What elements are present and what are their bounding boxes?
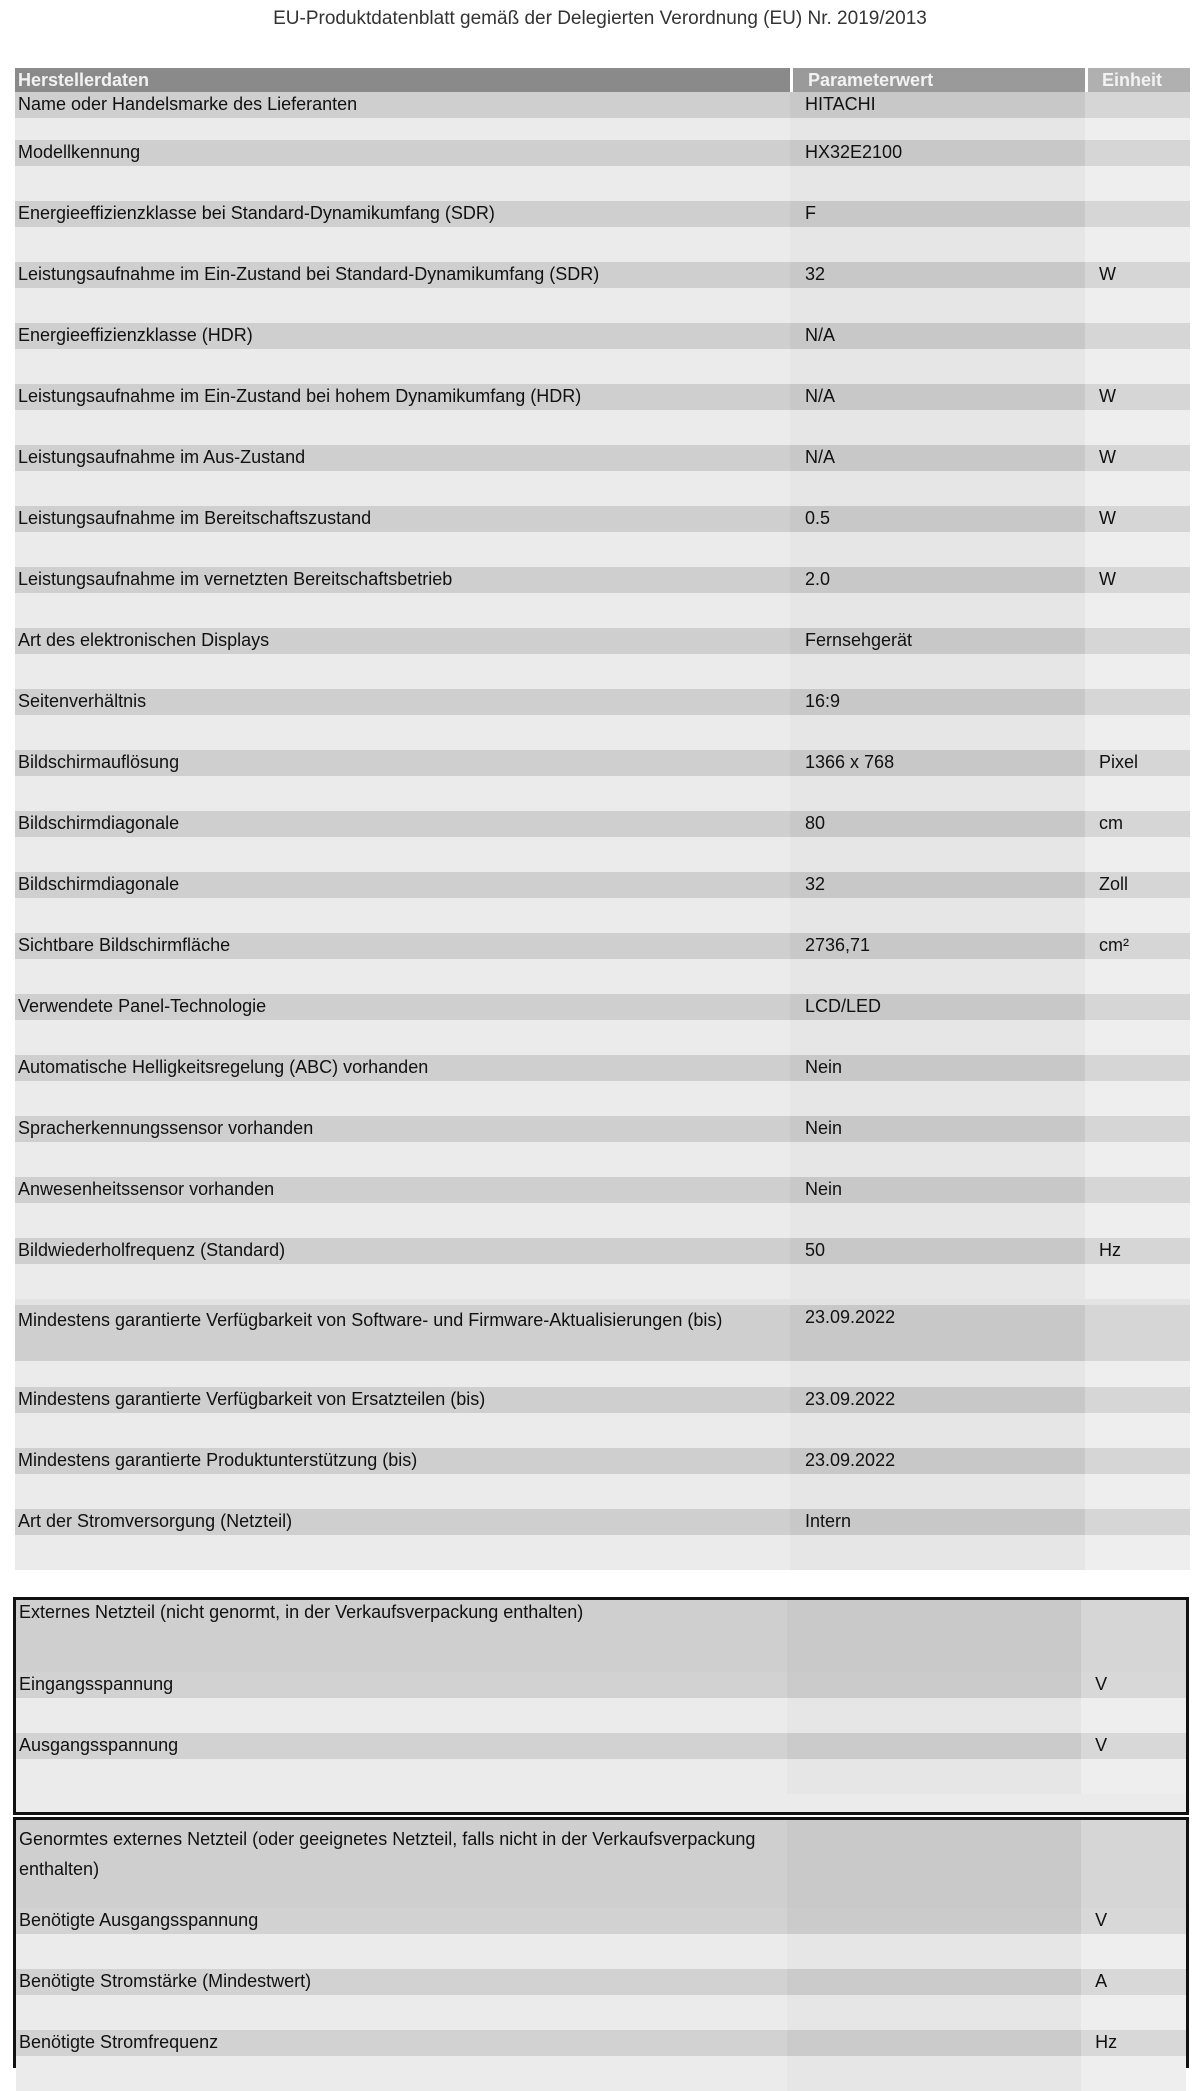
row-label: Benötigte Stromfrequenz [16,2030,787,2091]
row-value [787,1672,1082,1733]
row-unit: V [1081,1733,1186,1794]
row-unit: W [1085,567,1190,628]
row-label: Sichtbare Bildschirmfläche [15,933,790,994]
table-row [15,628,1190,689]
table-row [15,872,1190,933]
table-row [15,262,1190,323]
row-label: Modellkennung [15,140,790,201]
table-row [15,1177,1190,1238]
row-value [787,2030,1082,2091]
header-col-manufacturer: Herstellerdaten [15,68,790,92]
row-label: Leistungsaufnahme im Aus-Zustand [15,445,790,506]
section-heading-value [787,1600,1082,1672]
row-unit: W [1085,384,1190,445]
table-row [15,1055,1190,1116]
page-title: EU-Produktdatenblatt gemäß der Delegierten Verordnung (EU) Nr. 2019/2013 [273,8,927,29]
section-heading-row [16,1820,1186,1908]
table-row [15,1299,1190,1387]
row-label: Leistungsaufnahme im vernetzten Bereitschaftsbetrieb [15,567,790,628]
table-row [15,201,1190,262]
table-row [16,1672,1186,1733]
section-heading-unit [1081,1600,1186,1672]
row-label: Benötigte Ausgangsspannung [16,1908,787,1969]
row-label: Spracherkennungssensor vorhanden [15,1116,790,1177]
row-label: Art des elektronischen Displays [15,628,790,689]
row-label: Eingangsspannung [16,1672,787,1733]
section-rows [16,1672,1186,1794]
table-row [15,1387,1190,1448]
row-label: Bildschirmdiagonale [15,811,790,872]
table-row [15,811,1190,872]
row-value: F [790,201,1085,262]
row-value: 23.09.2022 [790,1299,1085,1387]
row-label: Mindestens garantierte Verfügbarkeit von Ersatzteilen (bis) [15,1387,790,1448]
row-unit: cm² [1085,933,1190,994]
row-value: 1366 x 768 [790,750,1085,811]
row-unit [1085,92,1190,140]
row-value: N/A [790,445,1085,506]
row-unit: Zoll [1085,872,1190,933]
row-value: 23.09.2022 [790,1387,1085,1448]
table-row [16,1908,1186,1969]
row-value: 0.5 [790,506,1085,567]
table-row [15,506,1190,567]
table-row [15,567,1190,628]
row-label: Automatische Helligkeitsregelung (ABC) vorhanden [15,1055,790,1116]
section-rows [16,1908,1186,2091]
standard-power-supply-section [13,1817,1189,2068]
row-label: Verwendete Panel-Technologie [15,994,790,1055]
row-value: N/A [790,323,1085,384]
row-value: 32 [790,872,1085,933]
table-row [15,994,1190,1055]
table-row [15,384,1190,445]
row-value: Intern [790,1509,1085,1570]
row-label: Bildschirmauflösung [15,750,790,811]
table-body-continued [15,1387,1190,1570]
table-row [15,92,1190,140]
row-unit: W [1085,506,1190,567]
row-value: Fernsehgerät [790,628,1085,689]
row-unit [1085,201,1190,262]
table-row [15,323,1190,384]
row-value: LCD/LED [790,994,1085,1055]
header-col-unit: Einheit [1085,68,1190,92]
row-label: Art der Stromversorgung (Netzteil) [15,1509,790,1570]
row-label: Energieeffizienzklasse bei Standard-Dynamikumfang (SDR) [15,201,790,262]
row-label: Leistungsaufnahme im Bereitschaftszustand [15,506,790,567]
row-unit [1085,689,1190,750]
row-unit [1085,1055,1190,1116]
section-heading-unit [1081,1820,1186,1908]
row-label: Leistungsaufnahme im Ein-Zustand bei hohem Dynamikumfang (HDR) [15,384,790,445]
table-row [16,1733,1186,1794]
row-label: Ausgangsspannung [16,1733,787,1794]
row-unit: Hz [1081,2030,1186,2091]
row-label: Name oder Handelsmarke des Lieferanten [15,92,790,140]
row-value: 80 [790,811,1085,872]
row-value: HITACHI [790,92,1085,140]
header-col-value: Parameterwert [790,68,1085,92]
table-row [15,1509,1190,1570]
row-label: Bildschirmdiagonale [15,872,790,933]
table-row [16,2030,1186,2091]
row-value: Nein [790,1116,1085,1177]
row-unit: W [1085,262,1190,323]
section-heading-row [16,1600,1186,1672]
row-value: 2.0 [790,567,1085,628]
table-row [15,445,1190,506]
section-heading: Genormtes externes Netzteil (oder geeignetes Netzteil, falls nicht in der Verkaufsverpackung enthalten) [16,1820,787,1908]
row-unit: V [1081,1672,1186,1733]
row-unit [1085,1116,1190,1177]
external-power-supply-section [13,1597,1189,1815]
table-row [15,1238,1190,1299]
row-value [787,1969,1082,2030]
table-body [15,92,1190,1299]
row-unit [1085,1299,1190,1387]
product-data-table [15,68,1190,1570]
row-unit [1085,1509,1190,1570]
row-unit [1085,1177,1190,1238]
row-value [787,1733,1082,1794]
row-unit: V [1081,1908,1186,1969]
section-heading-value [787,1820,1082,1908]
row-label: Benötigte Stromstärke (Mindestwert) [16,1969,787,2030]
row-label: Leistungsaufnahme im Ein-Zustand bei Standard-Dynamikumfang (SDR) [15,262,790,323]
row-unit [1085,994,1190,1055]
row-label: Mindestens garantierte Produktunterstützung (bis) [15,1448,790,1509]
table-row [15,140,1190,201]
row-value: 32 [790,262,1085,323]
row-value: 50 [790,1238,1085,1299]
table-row [15,750,1190,811]
table-row [16,1969,1186,2030]
row-label: Seitenverhältnis [15,689,790,750]
row-unit: A [1081,1969,1186,2030]
table-header [15,68,1190,92]
row-unit: Pixel [1085,750,1190,811]
row-label: Energieeffizienzklasse (HDR) [15,323,790,384]
row-value: Nein [790,1055,1085,1116]
row-value: N/A [790,384,1085,445]
table-row [15,689,1190,750]
row-label: Anwesenheitssensor vorhanden [15,1177,790,1238]
row-value [787,1908,1082,1969]
table-row [15,1116,1190,1177]
row-unit [1085,1387,1190,1448]
row-value: 2736,71 [790,933,1085,994]
row-unit: W [1085,445,1190,506]
row-unit: cm [1085,811,1190,872]
row-unit [1085,1448,1190,1509]
row-unit: Hz [1085,1238,1190,1299]
row-label: Mindestens garantierte Verfügbarkeit von Software- und Firmware-Aktualisierungen (bis) [15,1299,790,1387]
table-row [15,933,1190,994]
row-value: 16:9 [790,689,1085,750]
row-value: HX32E2100 [790,140,1085,201]
table-row [15,1448,1190,1509]
row-value: 23.09.2022 [790,1448,1085,1509]
row-unit [1085,628,1190,689]
row-label: Bildwiederholfrequenz (Standard) [15,1238,790,1299]
section-heading: Externes Netzteil (nicht genormt, in der Verkaufsverpackung enthalten) [16,1600,787,1672]
row-unit [1085,323,1190,384]
row-value: Nein [790,1177,1085,1238]
row-unit [1085,140,1190,201]
